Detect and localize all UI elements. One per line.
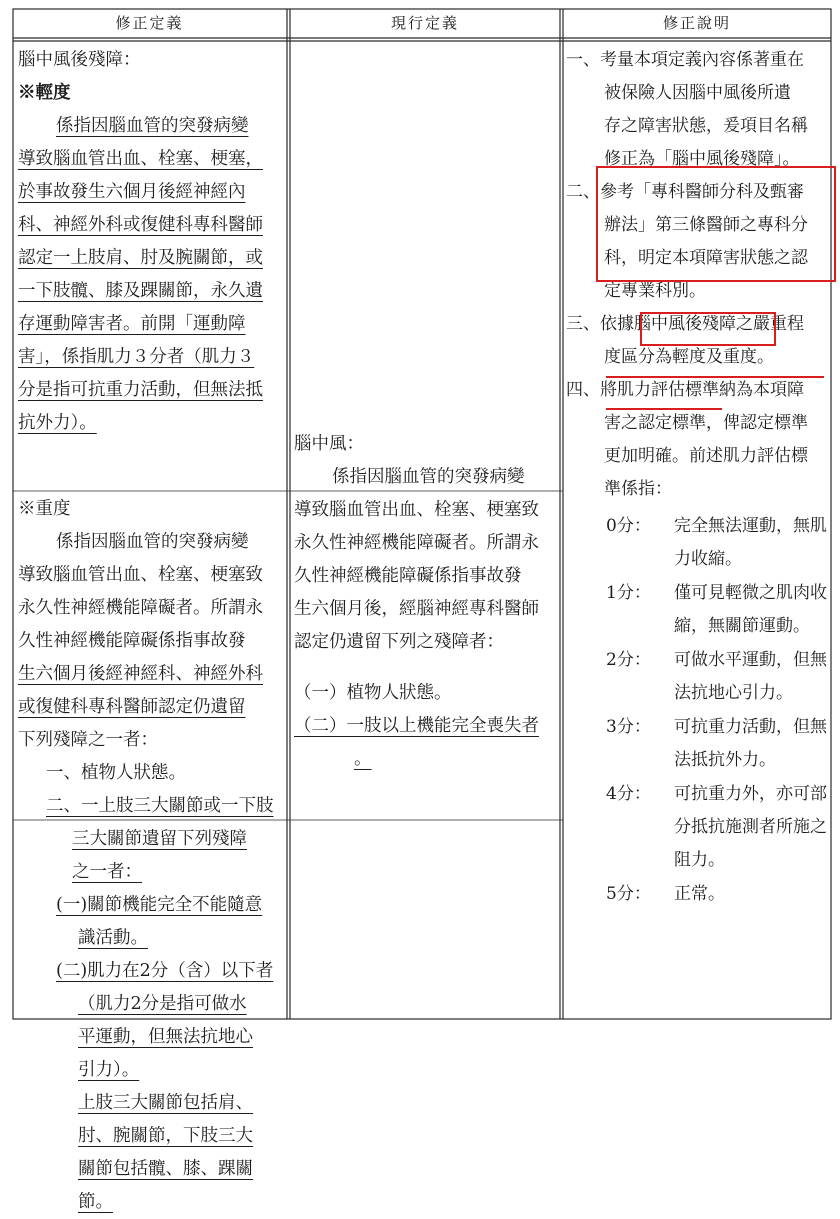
scale-item (566, 510, 830, 576)
note-2-line: 科，明定本項障害狀態之認 (604, 248, 808, 268)
scale-item (566, 778, 830, 877)
middle-item-2: （二）一肢以上機能完全喪失者 (294, 716, 539, 736)
mild-line: 存運動障害者。前開「運動障 (18, 314, 246, 334)
note-2 (566, 176, 830, 308)
scale-label: 4分： (606, 784, 651, 804)
sub-item-2: (二)肌力在2分（含）以下者 (56, 961, 274, 981)
mild-line: 導致腦血管出血、栓塞、梗塞， (18, 149, 263, 169)
scale-label: 2分： (606, 650, 651, 670)
middle-line: 認定仍遺留下列之殘障者： (294, 632, 504, 652)
severe-line: 係指因腦血管的突發病變 (56, 532, 249, 552)
severe-line: 久性神經機能障礙係指事故發 (18, 631, 246, 651)
header-revised-definition: 修正定義 (115, 14, 184, 32)
severe-line: 生六個月後經神經科、神經外科 (18, 664, 263, 684)
mild-line: 分是指可抗重力活動，但無法抵 (18, 380, 263, 400)
sub-item-2-cont: 肘、腕關節，下肢三大 (78, 1126, 253, 1146)
note-4 (566, 374, 830, 506)
middle-item-1: （一）植物人狀態。 (294, 683, 452, 703)
scale-label: 3分： (606, 717, 651, 737)
document-page (12, 8, 832, 1212)
middle-line: 永久性神經機能障礙者。所謂永 (294, 533, 539, 553)
note-4-line: 準係指： (604, 479, 672, 499)
scale-text: 正常。 (674, 884, 725, 904)
mild-line: 認定一上肢肩、肘及腕關節，或 (18, 248, 263, 268)
sub-item-1: (一)關節機能完全不能隨意 (56, 895, 263, 915)
severe-item-1: 一、植物人狀態。 (46, 763, 186, 783)
note-4-line: 更加明確。前述肌力評估標 (604, 446, 808, 466)
scale-item (566, 644, 830, 710)
sub-item-2-cont: （肌力2分是指可做水 (78, 994, 247, 1014)
sub-item-2-cont: 關節包括髖、膝、踝關 (78, 1159, 253, 1179)
middle-line: 係指因腦血管的突發病變 (332, 467, 525, 487)
scale-text: 可抗重力活動，但無 (674, 717, 827, 737)
middle-item-2-end: 。 (354, 749, 372, 769)
severe-heading: ※重度 (18, 499, 71, 519)
note-4-line: 害之認定標準，俾認定標準 (604, 413, 808, 433)
note-3-line: 三、依據腦中風後殘障之嚴重程 (566, 314, 804, 334)
scale-text: 縮，無關節運動。 (674, 616, 810, 636)
note-3 (566, 308, 830, 374)
revised-definition-column (18, 44, 284, 1219)
severe-line: 導致腦血管出血、栓塞、梗塞致 (18, 565, 263, 585)
sub-item-1-cont: 識活動。 (78, 928, 148, 948)
severe-line: 下列殘障之一者： (18, 730, 158, 750)
sub-item-2-cont: 引力）。 (78, 1060, 140, 1080)
header-current-definition: 現行定義 (390, 14, 459, 32)
note-1 (566, 44, 830, 176)
scale-text: 法抵抗外力。 (674, 750, 776, 770)
mild-line: 科、神經外科或復健科專科醫師 (18, 215, 263, 235)
mild-line: 害」，係指肌力３分者（肌力３ (18, 347, 255, 367)
note-2-line: 二、參考「專科醫師分科及甄審 (566, 182, 804, 202)
muscle-scale-list (566, 510, 830, 911)
header-revision-notes: 修正說明 (662, 14, 731, 32)
mild-line: 抗外力）。 (18, 413, 97, 433)
sub-item-2-cont: 平運動，但無法抗地心 (78, 1027, 253, 1047)
note-3-line: 度區分為輕度及重度。 (604, 347, 774, 367)
middle-line: 導致腦血管出血、栓塞、梗塞致 (294, 500, 539, 520)
scale-text: 完全無法運動，無肌 (674, 516, 827, 536)
mild-line: 係指因腦血管的突發病變 (56, 116, 249, 136)
mild-line: 一下肢髖、膝及踝關節，永久遺 (18, 281, 263, 301)
scale-label: 5分： (606, 884, 651, 904)
scale-text: 僅可見輕微之肌肉收 (674, 583, 827, 603)
current-definition-column (294, 428, 558, 776)
middle-title: 腦中風： (294, 434, 364, 454)
scale-item (566, 711, 830, 777)
scale-text: 可做水平運動，但無 (674, 650, 827, 670)
severe-item-2-cont: 三大關節遺留下列殘障 (72, 829, 247, 849)
left-title: 腦中風後殘障： (18, 50, 141, 70)
scale-text: 阻力。 (674, 850, 725, 870)
note-2-line: 定專業科別。 (604, 281, 706, 301)
scale-item (566, 577, 830, 643)
scale-item (566, 878, 830, 911)
middle-line: 久性神經機能障礙係指事故發 (294, 566, 522, 586)
scale-label: 1分： (606, 583, 651, 603)
note-1-line: 被保險人因腦中風後所遺 (604, 83, 791, 103)
note-4-line: 四、將肌力評估標準納為本項障 (566, 380, 804, 400)
note-2-line: 辦法」第三條醫師之專科分 (604, 215, 808, 235)
severe-item-2: 二、一上肢三大關節或一下肢 (46, 796, 274, 816)
scale-text: 力收縮。 (674, 549, 742, 569)
severe-line: 或復健科專科醫師認定仍遺留 (18, 697, 246, 717)
scale-text: 可抗重力外，亦可部 (674, 784, 827, 804)
scale-text: 分抵抗施測者所施之 (674, 817, 827, 837)
scale-label: 0分： (606, 516, 651, 536)
severe-line: 永久性神經機能障礙者。所謂永 (18, 598, 263, 618)
highlight-underline-note-4 (606, 376, 824, 378)
middle-line: 生六個月後，經腦神經專科醫師 (294, 599, 539, 619)
sub-item-2-cont: 上肢三大關節包括肩、 (78, 1093, 253, 1113)
severe-item-2-cont: 之一者： (72, 862, 142, 882)
revision-notes-column (566, 44, 830, 911)
highlight-underline-note-4 (606, 408, 722, 410)
note-1-line: 修正為「腦中風後殘障」。 (604, 149, 800, 169)
mild-heading: ※輕度 (18, 83, 71, 103)
sub-item-2-cont: 節。 (78, 1192, 113, 1212)
mild-line: 於事故發生六個月後經神經內 (18, 182, 246, 202)
scale-text: 法抗地心引力。 (674, 683, 793, 703)
note-1-line: 存之障害狀態，爰項目名稱 (604, 116, 808, 136)
note-1-line: 一、考量本項定義內容係著重在 (566, 50, 804, 70)
